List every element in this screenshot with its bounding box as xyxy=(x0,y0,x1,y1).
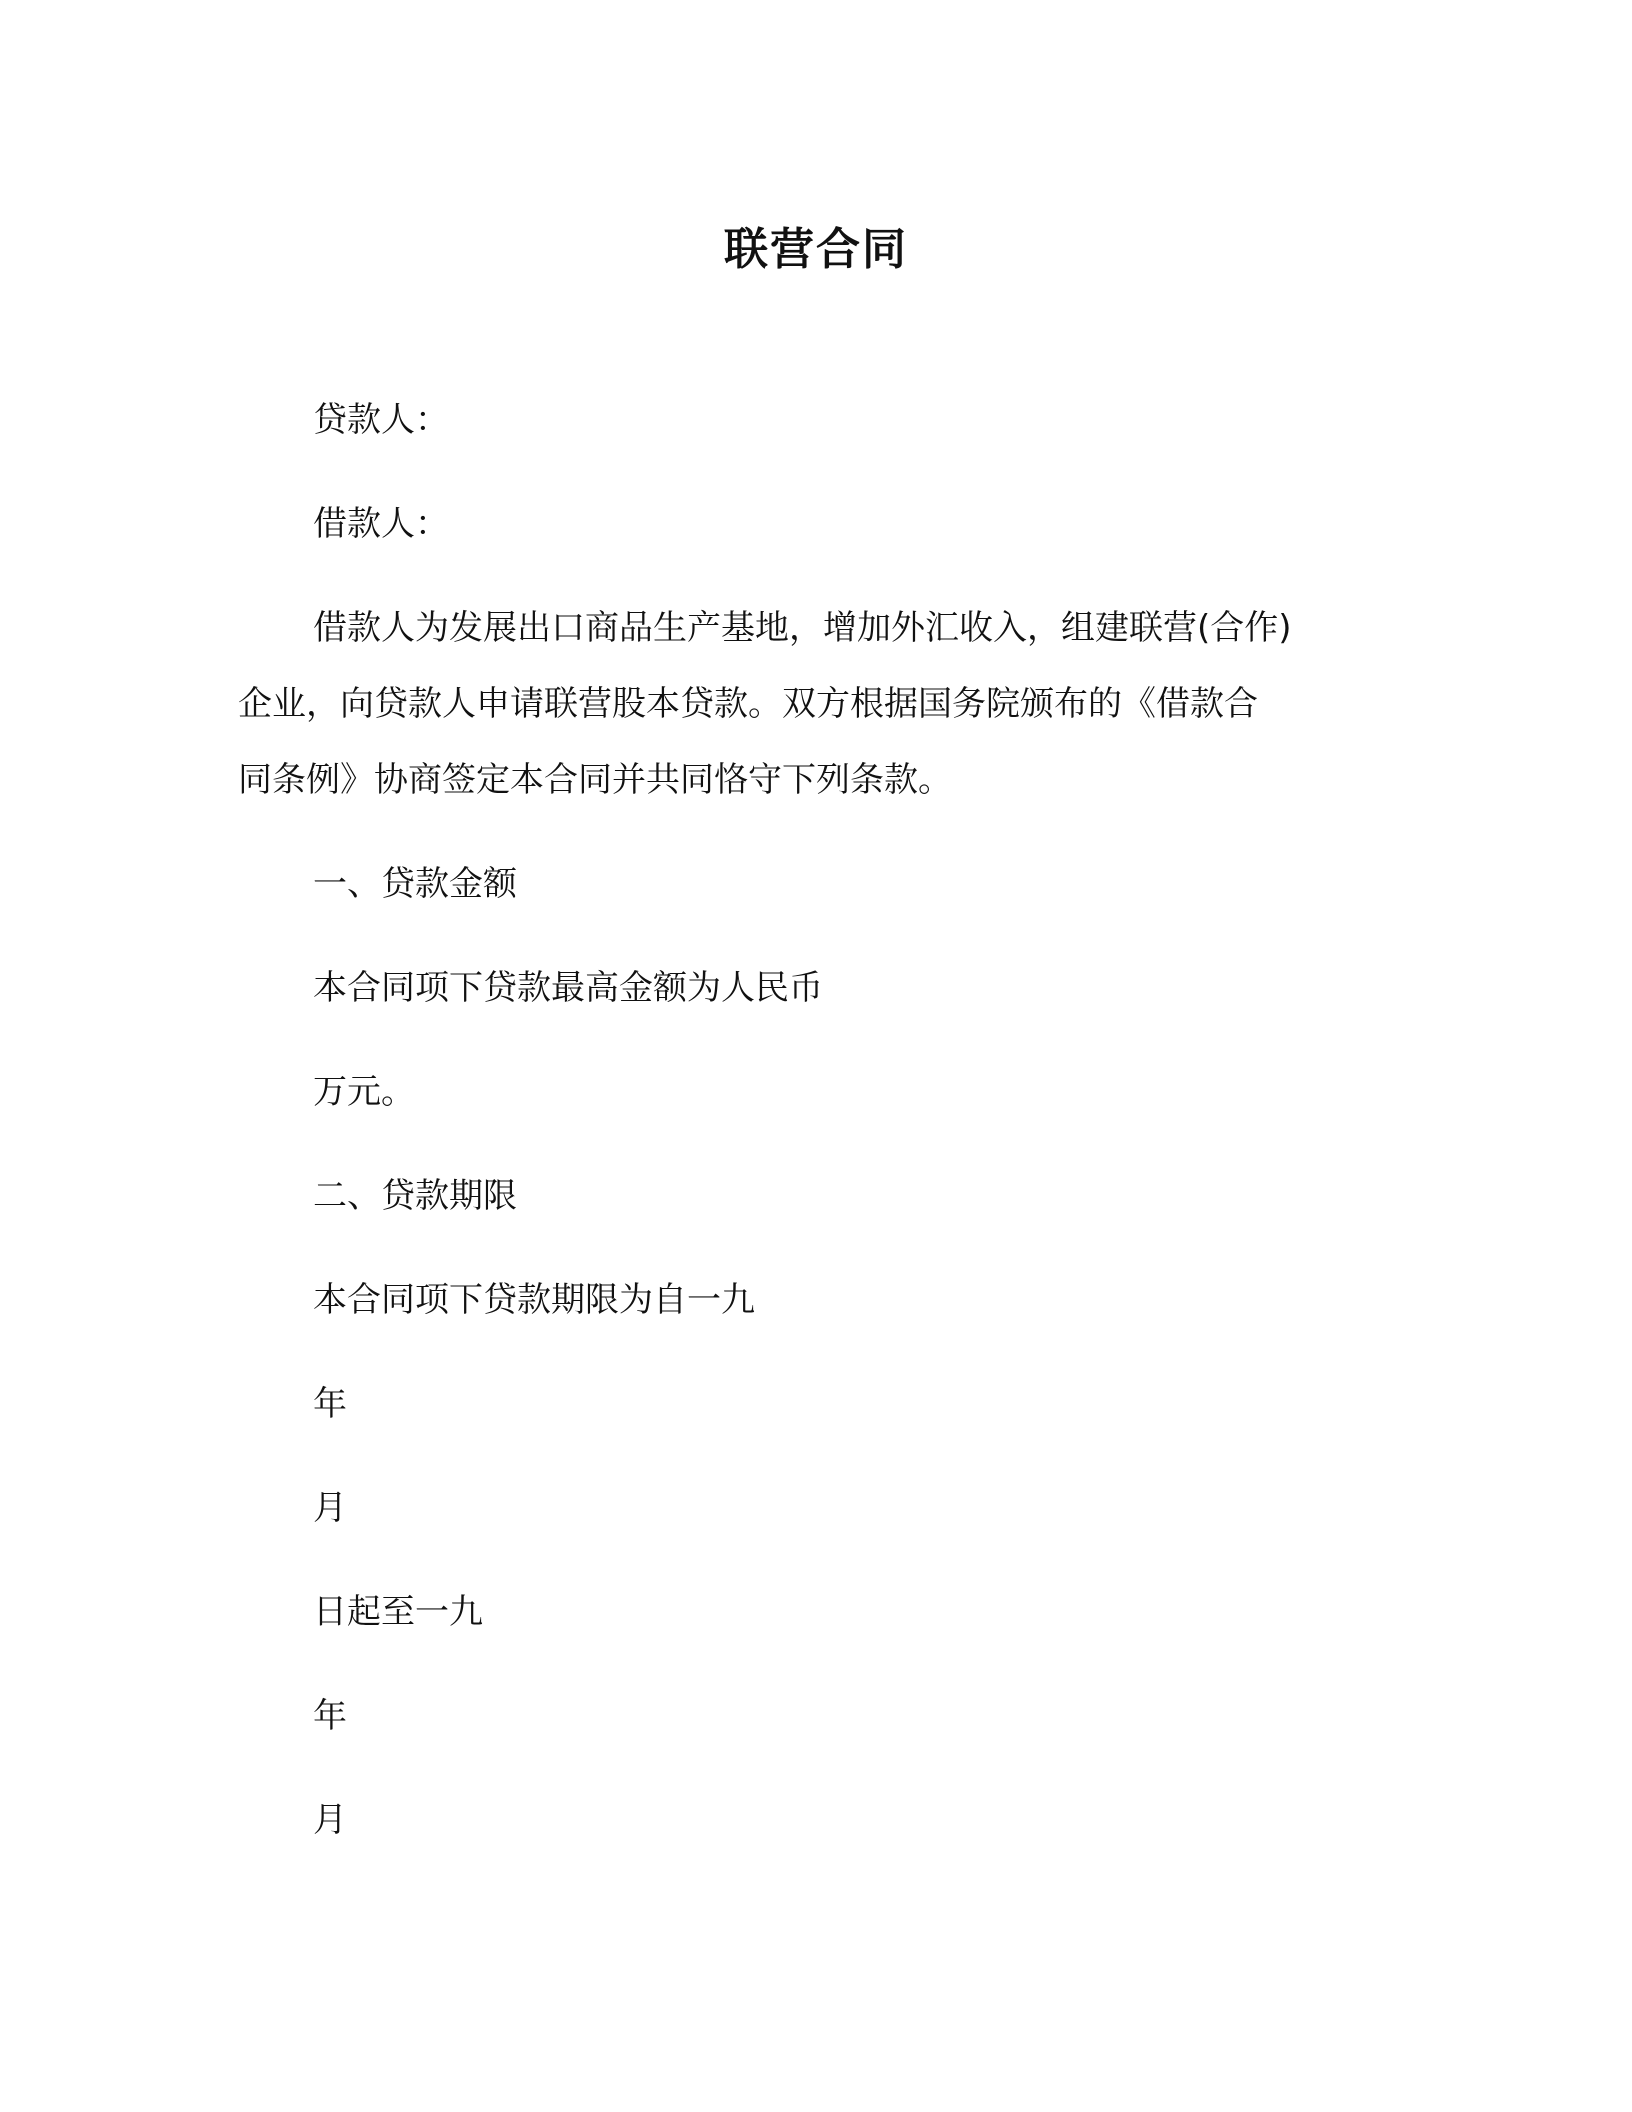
section-1-heading: 一、贷款金额 xyxy=(313,864,517,904)
section-2-month-2: 月 xyxy=(313,1800,347,1840)
section-2-year-1: 年 xyxy=(313,1384,347,1424)
lender-label: 贷款人： xyxy=(313,400,449,440)
section-2-year-2: 年 xyxy=(313,1696,347,1736)
borrower-label: 借款人： xyxy=(313,504,449,544)
preamble-line-2: 企业，向贷款人申请联营股本贷款。双方根据国务院颁布的《借款合 xyxy=(238,684,1258,724)
section-1-text-2: 万元。 xyxy=(313,1072,415,1112)
section-1-text-1: 本合同项下贷款最高金额为人民币 xyxy=(313,968,823,1008)
section-2-heading: 二、贷款期限 xyxy=(313,1176,517,1216)
preamble-line-1: 借款人为发展出口商品生产基地，增加外汇收入，组建联营(合作) xyxy=(313,608,1292,648)
preamble-line-3: 同条例》协商签定本合同并共同恪守下列条款。 xyxy=(238,760,952,800)
section-2-day-start: 日起至一九 xyxy=(313,1592,483,1632)
section-2-month-1: 月 xyxy=(313,1488,347,1528)
section-2-text-1: 本合同项下贷款期限为自一九 xyxy=(313,1280,755,1320)
page-title: 联营合同 xyxy=(724,224,908,275)
